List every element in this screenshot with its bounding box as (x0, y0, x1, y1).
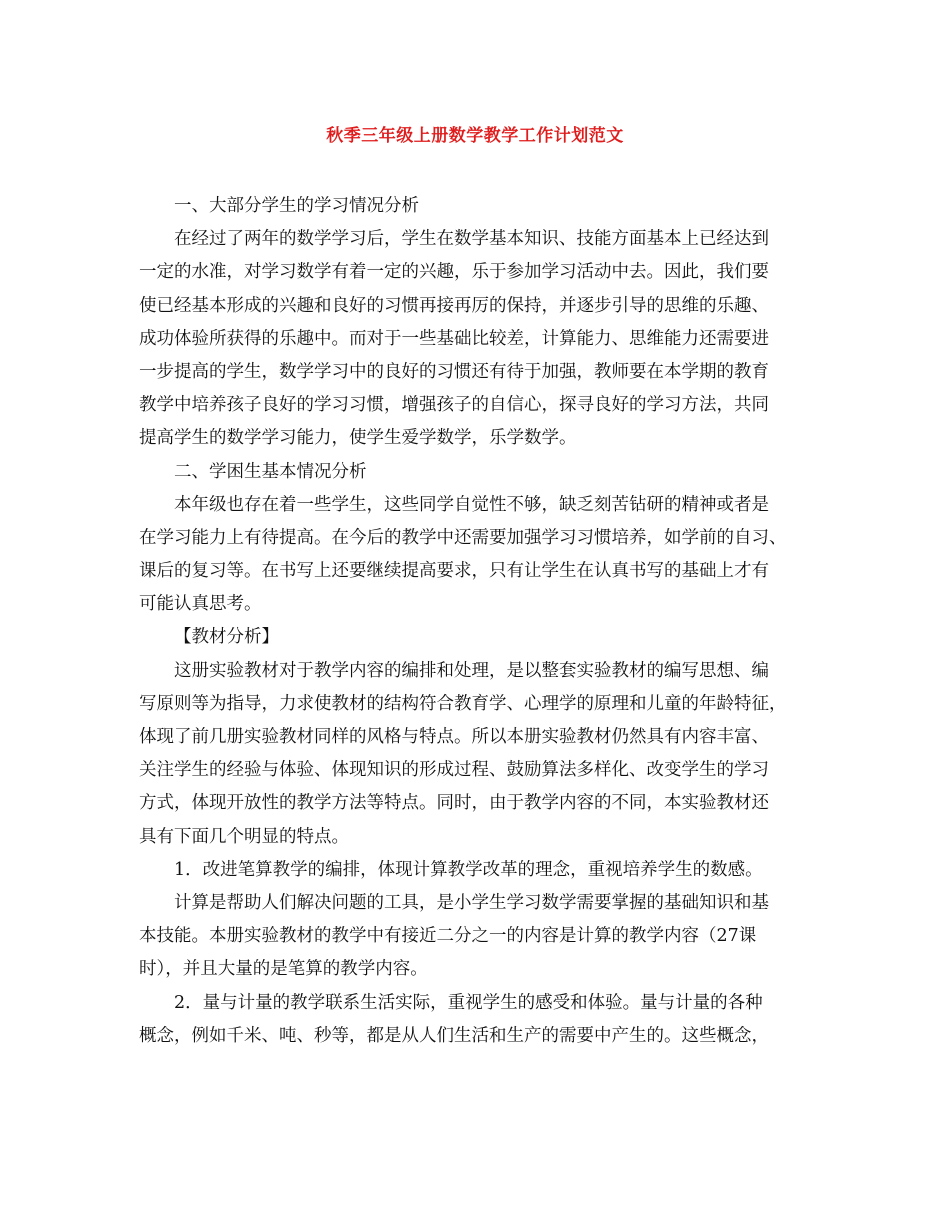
text-line: 体现了前几册实验教材同样的风格与特点。所以本册实验教材仍然具有内容丰富、 (139, 727, 769, 747)
text-line: 教学中培养孩子良好的学习习惯，增强孩子的自信心，探寻良好的学习方法，共同 (139, 395, 769, 416)
text-line: 本技能。本册实验教材的教学中有接近二分之一的内容是计算的教学内容（27课 (139, 926, 757, 947)
text-line: 一定的水准，对学习数学有着一定的兴趣，乐于参加学习活动中去。因此，我们要 (139, 262, 769, 283)
text-line: 本年级也存在着一些学生，这些同学自觉性不够，缺乏刻苦钻研的精神或者是 (174, 494, 769, 515)
text-line: 关注学生的经验与体验、体现知识的形成过程、鼓励算法多样化、改变学生的学习 (139, 760, 769, 781)
text-line: 时），并且大量的是笔算的教学内容。 (139, 959, 428, 980)
text-line: 在经过了两年的数学学习后，学生在数学基本知识、技能方面基本上已经达到 (174, 229, 769, 250)
text-line: 【教材分析】 (174, 627, 279, 648)
text-line: 具有下面几个明显的特点。 (139, 826, 349, 847)
text-line: 二、学困生基本情况分析 (174, 461, 367, 482)
text-line: 写原则等为指导，力求使教材的结构符合教育学、心理学的原理和儿童的年龄特征， (139, 693, 787, 714)
text-line: 可能认真思考。 (139, 594, 262, 615)
text-line: 一、大部分学生的学习情况分析 (174, 196, 419, 216)
text-line: 概念，例如千米、吨、秒等，都是从人们生活和生产的需要中产生的。这些概念， (139, 1025, 769, 1046)
text-line: 提高学生的数学学习能力，使学生爱学数学，乐学数学。 (139, 428, 577, 449)
text-line: 一步提高的学生，数学学习中的良好的习惯还有待于加强，教师要在本学期的教育 (139, 361, 769, 382)
text-line: 2．量与计量的教学联系生活实际，重视学生的感受和体验。量与计量的各种 (174, 992, 763, 1013)
text-line: 这册实验教材对于教学内容的编排和处理，是以整套实验教材的编写思想、编 (174, 660, 769, 681)
text-line: 使已经基本形成的兴趣和良好的习惯再接再厉的保持，并逐步引导的思维的乐趣、 (139, 295, 769, 316)
document-title: 秋季三年级上册数学教学工作计划范文 (326, 126, 624, 146)
text-line: 成功体验所获得的乐趣中。而对于一些基础比较差，计算能力、思维能力还需要进 (139, 328, 769, 349)
text-line: 计算是帮助人们解决问题的工具，是小学生学习数学需要掌握的基础知识和基 (174, 892, 769, 913)
text-line: 在学习能力上有待提高。在今后的教学中还需要加强学习习惯培养，如学前的自习、 (139, 527, 787, 548)
text-line: 课后的复习等。在书写上还要继续提高要求，只有让学生在认真书写的基础上才有 (139, 561, 769, 582)
text-line: 1．改进笔算教学的编排，体现计算教学改革的理念，重视培养学生的数感。 (174, 859, 763, 880)
document-body (139, 190, 815, 1053)
text-line: 方式，体现开放性的教学方法等特点。同时，由于教学内容的不同，本实验教材还 (139, 793, 769, 814)
